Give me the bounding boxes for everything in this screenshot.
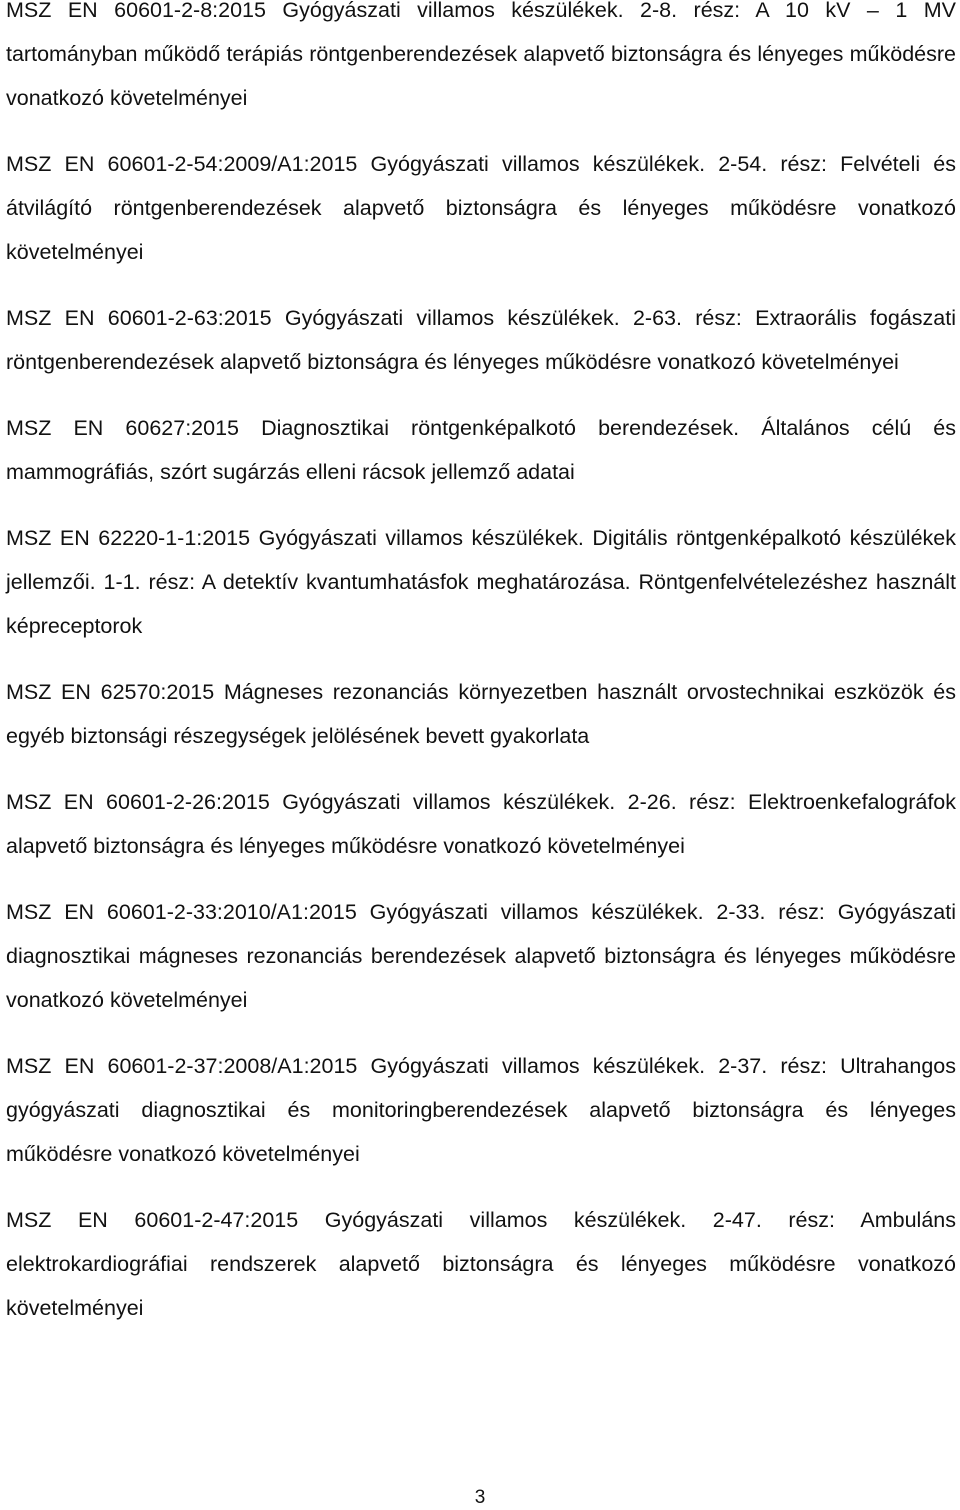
document-page xyxy=(6,0,956,1352)
standard-entry-60601-2-63: MSZ EN 60601-2-63:2015 Gyógyászati villamos készülékek. 2-63. rész: Extraorális fogászati röntgenberendezések alapvető biztonságra és lényeges működésre vonatkozó követelményei xyxy=(6,306,956,374)
standard-entry-60601-2-8: MSZ EN 60601-2-8:2015 Gyógyászati villamos készülékek. 2-8. rész: A 10 kV – 1 MV tartományban működő terápiás röntgenberendezések alapvető biztonságra és lényeges működésre vonatkozó követelményei xyxy=(6,0,956,110)
standard-entry-60601-2-37: MSZ EN 60601-2-37:2008/A1:2015 Gyógyászati villamos készülékek. 2-37. rész: Ultrahangos gyógyászati diagnosztikai és monitoringberendezések alapvető biztonságra és lényeges működésre vonatkozó követelményei xyxy=(6,1054,956,1166)
page-number: 3 xyxy=(474,1487,486,1508)
standard-entry-60601-2-47: MSZ EN 60601-2-47:2015 Gyógyászati villamos készülékek. 2-47. rész: Ambuláns elektrokardiográfiai rendszerek alapvető biztonságra és lényeges működésre vonatkozó követelményei xyxy=(6,1208,956,1320)
standard-entry-60627: MSZ EN 60627:2015 Diagnosztikai röntgenképalkotó berendezések. Általános célú és mammográfiás, szórt sugárzás elleni rácsok jellemző adatai xyxy=(6,416,956,484)
standard-entry-60601-2-54: MSZ EN 60601-2-54:2009/A1:2015 Gyógyászati villamos készülékek. 2-54. rész: Felvételi és átvilágító röntgenberendezések alapvető biztonságra és lényeges működésre vonatkozó követelményei xyxy=(6,152,956,264)
standard-entry-60601-2-26: MSZ EN 60601-2-26:2015 Gyógyászati villamos készülékek. 2-26. rész: Elektroenkefalográfok alapvető biztonságra és lényeges működésre vonatkozó követelményei xyxy=(6,790,956,858)
standard-entry-62570: MSZ EN 62570:2015 Mágneses rezonanciás környezetben használt orvostechnikai eszközök és egyéb biztonsági részegységek jelölésének bevett gyakorlata xyxy=(6,680,956,748)
standard-entry-60601-2-33: MSZ EN 60601-2-33:2010/A1:2015 Gyógyászati villamos készülékek. 2-33. rész: Gyógyászati diagnosztikai mágneses rezonanciás berendezések alapvető biztonságra és lényeges működésre vonatkozó követelményei xyxy=(6,900,956,1012)
standard-entry-62220-1-1: MSZ EN 62220-1-1:2015 Gyógyászati villamos készülékek. Digitális röntgenképalkotó készülékek jellemzői. 1-1. rész: A detektív kvantumhatásfok meghatározása. Röntgenfelvételezéshez használt képreceptorok xyxy=(6,526,956,638)
